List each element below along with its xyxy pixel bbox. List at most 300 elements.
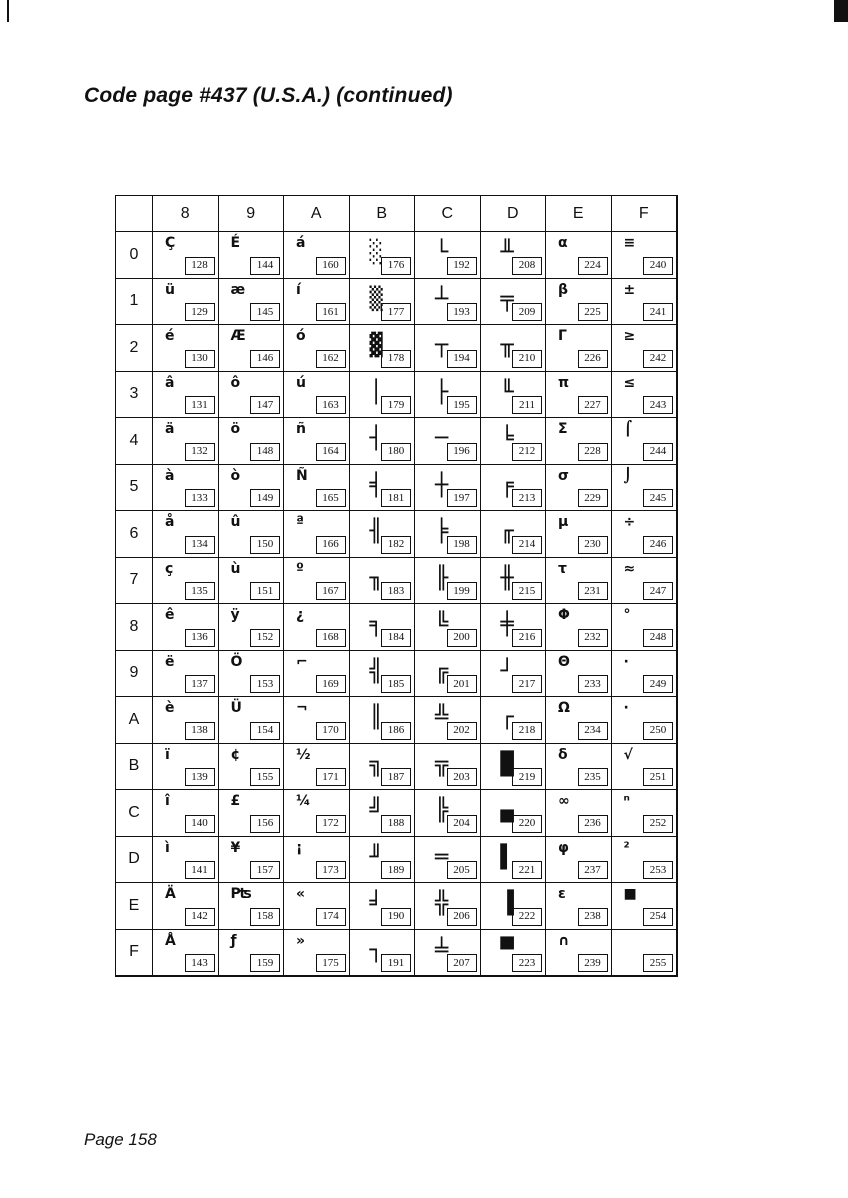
char-cell (284, 930, 350, 977)
char-code: 162 (316, 350, 346, 368)
char-glyph: ╟ (435, 565, 449, 591)
char-code: 195 (447, 396, 477, 414)
char-cell (415, 744, 481, 791)
char-cell (284, 511, 350, 558)
char-code: 255 (643, 954, 673, 972)
char-glyph: ¼ (296, 793, 311, 809)
char-cell (481, 837, 547, 884)
char-glyph: ≈ (623, 560, 636, 577)
char-glyph: σ (558, 467, 569, 484)
char-code: 182 (381, 536, 411, 554)
char-glyph: ≡ (623, 235, 636, 251)
char-cell (153, 604, 219, 651)
char-cell (284, 372, 350, 419)
char-code: 240 (643, 257, 673, 275)
char-glyph: · (623, 700, 629, 716)
char-code: 176 (381, 257, 411, 275)
char-glyph: á (296, 235, 306, 251)
char-cell (153, 325, 219, 372)
char-glyph: ╧ (435, 937, 449, 963)
char-code: 142 (185, 908, 215, 926)
char-cell (219, 418, 285, 465)
char-cell (481, 465, 547, 512)
char-code: 234 (578, 722, 608, 740)
char-glyph: ⌐ (296, 653, 308, 670)
char-glyph: ─ (435, 426, 449, 451)
char-cell (546, 837, 612, 884)
char-glyph: É (230, 235, 241, 251)
char-code: 164 (316, 443, 346, 461)
char-code: 202 (447, 722, 477, 740)
char-glyph: ö (230, 421, 241, 437)
row-header: 1 (116, 279, 153, 326)
char-cell (153, 883, 219, 930)
char-code: 199 (447, 582, 477, 600)
char-cell (350, 232, 416, 279)
row-header: 3 (116, 372, 153, 419)
char-glyph: µ (558, 514, 569, 530)
char-glyph: ò (230, 467, 241, 484)
char-code: 181 (381, 489, 411, 507)
char-code: 238 (578, 908, 608, 926)
char-glyph: ╩ (435, 705, 449, 730)
row-header: F (116, 930, 153, 977)
char-code: 226 (578, 350, 608, 368)
char-glyph: ░ (369, 240, 383, 265)
char-glyph: β (558, 281, 569, 298)
char-glyph: ± (623, 281, 636, 298)
char-glyph: ╣ (369, 658, 383, 684)
char-cell (284, 697, 350, 744)
char-code: 185 (381, 675, 411, 693)
char-glyph: ▌ (500, 844, 514, 870)
char-code: 135 (185, 582, 215, 600)
char-cell (350, 279, 416, 326)
char-cell (481, 325, 547, 372)
char-cell (284, 279, 350, 326)
char-code: 188 (381, 815, 411, 833)
char-glyph: ▐ (500, 891, 514, 916)
char-cell (415, 511, 481, 558)
char-cell (350, 465, 416, 512)
char-code: 153 (250, 675, 280, 693)
char-code: 216 (512, 629, 542, 647)
char-glyph: ╥ (500, 333, 514, 358)
char-cell (219, 558, 285, 605)
page-title: Code page #437 (U.S.A.) (continued) (84, 84, 453, 107)
char-glyph: ∞ (558, 793, 570, 809)
char-cell (219, 697, 285, 744)
char-cell (481, 279, 547, 326)
char-cell (284, 604, 350, 651)
char-code: 178 (381, 350, 411, 368)
char-glyph: ƒ (230, 932, 237, 949)
char-code: 225 (578, 303, 608, 321)
char-cell (219, 651, 285, 698)
char-glyph: Å (165, 932, 176, 949)
char-code: 204 (447, 815, 477, 833)
char-glyph: ⌠ (623, 421, 633, 437)
row-header: D (116, 837, 153, 884)
char-glyph: â (165, 374, 175, 391)
char-glyph: ╠ (435, 798, 449, 823)
page-edge-mark-right (834, 0, 848, 22)
char-code: 250 (643, 722, 673, 740)
char-glyph: φ (558, 839, 569, 856)
char-code: 189 (381, 861, 411, 879)
char-code: 171 (316, 768, 346, 786)
column-header: E (546, 196, 612, 232)
char-cell (153, 558, 219, 605)
char-glyph: ├ (435, 379, 449, 405)
column-header: A (284, 196, 350, 232)
char-cell (546, 325, 612, 372)
char-cell (153, 232, 219, 279)
char-cell (350, 930, 416, 977)
char-cell (612, 790, 678, 837)
char-code: 251 (643, 768, 673, 786)
char-glyph: ú (296, 374, 306, 391)
char-code: 229 (578, 489, 608, 507)
char-code: 248 (643, 629, 673, 647)
column-header: F (612, 196, 678, 232)
char-glyph: π (558, 374, 570, 391)
char-cell (415, 418, 481, 465)
char-cell (284, 465, 350, 512)
char-glyph: Ü (230, 700, 242, 716)
char-cell (546, 465, 612, 512)
char-glyph: Φ (558, 607, 570, 623)
char-code: 134 (185, 536, 215, 554)
char-cell (350, 837, 416, 884)
char-cell (219, 604, 285, 651)
char-cell (612, 465, 678, 512)
char-cell (481, 511, 547, 558)
char-cell (481, 697, 547, 744)
char-cell (219, 279, 285, 326)
char-glyph: ╪ (500, 612, 514, 637)
char-cell (350, 604, 416, 651)
char-code: 139 (185, 768, 215, 786)
char-cell (284, 744, 350, 791)
char-cell (153, 837, 219, 884)
char-code: 232 (578, 629, 608, 647)
char-glyph: ∙ (623, 653, 629, 670)
char-cell (415, 790, 481, 837)
char-cell (284, 651, 350, 698)
char-code: 169 (316, 675, 346, 693)
char-glyph: £ (230, 793, 241, 809)
char-code: 247 (643, 582, 673, 600)
column-header: 8 (153, 196, 219, 232)
char-cell (415, 651, 481, 698)
char-cell (481, 558, 547, 605)
char-glyph: ¬ (296, 700, 308, 716)
char-code: 246 (643, 536, 673, 554)
char-code: 148 (250, 443, 280, 461)
char-cell (415, 697, 481, 744)
char-code: 154 (250, 722, 280, 740)
char-code: 151 (250, 582, 280, 600)
char-code: 197 (447, 489, 477, 507)
char-code: 196 (447, 443, 477, 461)
char-code: 206 (447, 908, 477, 926)
char-code: 166 (316, 536, 346, 554)
char-glyph: ╫ (500, 565, 514, 591)
char-glyph: τ (558, 560, 567, 577)
char-glyph: ∩ (558, 932, 570, 949)
char-code: 254 (643, 908, 673, 926)
char-code: 193 (447, 303, 477, 321)
char-cell (219, 232, 285, 279)
char-cell (284, 325, 350, 372)
char-code: 253 (643, 861, 673, 879)
char-glyph: ╝ (369, 798, 383, 823)
char-cell (415, 325, 481, 372)
char-glyph: ä (165, 421, 175, 437)
page-edge-mark-left (7, 0, 9, 22)
row-header: 0 (116, 232, 153, 279)
char-code: 230 (578, 536, 608, 554)
char-glyph: Ç (165, 235, 176, 251)
code-page-table (115, 195, 678, 977)
char-glyph: ñ (296, 421, 306, 437)
char-glyph: δ (558, 746, 568, 763)
char-code: 203 (447, 768, 477, 786)
char-code: 214 (512, 536, 542, 554)
char-glyph: ° (623, 607, 631, 623)
char-glyph: ╡ (369, 472, 383, 498)
char-cell (219, 372, 285, 419)
char-cell (481, 232, 547, 279)
row-header: 5 (116, 465, 153, 512)
char-cell (153, 744, 219, 791)
char-code: 147 (250, 396, 280, 414)
char-cell (481, 883, 547, 930)
char-code: 239 (578, 954, 608, 972)
char-cell (219, 790, 285, 837)
char-code: 200 (447, 629, 477, 647)
char-glyph: ó (296, 328, 306, 344)
char-code: 168 (316, 629, 346, 647)
char-glyph: ▓ (369, 333, 383, 358)
char-code: 175 (316, 954, 346, 972)
char-cell (153, 790, 219, 837)
char-glyph: í (296, 281, 301, 298)
char-cell (546, 790, 612, 837)
char-cell (546, 697, 612, 744)
char-glyph: Ö (230, 653, 243, 670)
char-glyph: ë (165, 653, 175, 670)
char-cell (481, 744, 547, 791)
char-cell (612, 325, 678, 372)
char-glyph: Θ (558, 653, 570, 670)
char-cell (546, 744, 612, 791)
char-code: 243 (643, 396, 673, 414)
char-cell (481, 418, 547, 465)
char-cell (284, 418, 350, 465)
char-cell (219, 837, 285, 884)
char-glyph: à (165, 467, 175, 484)
char-glyph: ┐ (369, 937, 383, 963)
char-cell (284, 558, 350, 605)
row-header: 8 (116, 604, 153, 651)
char-cell (350, 744, 416, 791)
char-cell (546, 604, 612, 651)
char-glyph: ╦ (435, 751, 449, 777)
char-glyph: ì (165, 839, 170, 856)
char-cell (415, 558, 481, 605)
char-cell (546, 232, 612, 279)
char-code: 207 (447, 954, 477, 972)
char-cell (546, 651, 612, 698)
char-code: 179 (381, 396, 411, 414)
char-glyph: ÿ (230, 607, 240, 623)
char-cell (546, 511, 612, 558)
char-glyph: ₧ (230, 886, 252, 902)
char-code: 221 (512, 861, 542, 879)
char-cell (284, 790, 350, 837)
row-header: 7 (116, 558, 153, 605)
char-glyph: ü (165, 281, 175, 298)
char-glyph: Ω (558, 700, 570, 716)
char-glyph: ┴ (435, 286, 449, 312)
char-code: 228 (578, 443, 608, 461)
char-cell (415, 930, 481, 977)
char-cell (415, 837, 481, 884)
char-code: 129 (185, 303, 215, 321)
char-glyph: é (165, 328, 175, 344)
char-code: 145 (250, 303, 280, 321)
char-glyph: ï (165, 746, 170, 763)
char-cell (219, 883, 285, 930)
char-code: 209 (512, 303, 542, 321)
char-code: 141 (185, 861, 215, 879)
char-glyph: Ä (165, 886, 176, 902)
char-code: 180 (381, 443, 411, 461)
char-code: 242 (643, 350, 673, 368)
char-code: 215 (512, 582, 542, 600)
char-glyph: ¢ (230, 746, 241, 763)
char-glyph: ■ (623, 886, 637, 902)
char-glyph: ╬ (435, 891, 449, 916)
char-glyph: ç (165, 560, 174, 577)
char-glyph: ╖ (369, 565, 383, 591)
table-corner (116, 196, 153, 232)
char-cell (350, 558, 416, 605)
char-code: 186 (381, 722, 411, 740)
char-code: 128 (185, 257, 215, 275)
char-glyph: ╞ (435, 519, 449, 544)
char-code: 218 (512, 722, 542, 740)
char-code: 155 (250, 768, 280, 786)
char-code: 172 (316, 815, 346, 833)
row-header: 6 (116, 511, 153, 558)
char-code: 231 (578, 582, 608, 600)
char-code: 190 (381, 908, 411, 926)
char-code: 224 (578, 257, 608, 275)
char-code: 131 (185, 396, 215, 414)
char-code: 192 (447, 257, 477, 275)
char-glyph: ┬ (435, 333, 449, 358)
char-glyph: ╓ (500, 519, 514, 544)
char-cell (481, 372, 547, 419)
char-code: 132 (185, 443, 215, 461)
row-header: C (116, 790, 153, 837)
char-glyph: Γ (558, 328, 567, 344)
char-code: 150 (250, 536, 280, 554)
column-header: B (350, 196, 416, 232)
char-code: 138 (185, 722, 215, 740)
char-glyph: ╜ (369, 844, 383, 870)
char-code: 191 (381, 954, 411, 972)
char-glyph: Ñ (296, 467, 308, 484)
char-code: 213 (512, 489, 542, 507)
char-glyph: ¡ (296, 839, 303, 856)
char-code: 170 (316, 722, 346, 740)
char-code: 156 (250, 815, 280, 833)
char-code: 223 (512, 954, 542, 972)
char-cell (481, 930, 547, 977)
char-code: 212 (512, 443, 542, 461)
row-header: 4 (116, 418, 153, 465)
char-glyph: ⌡ (623, 467, 633, 484)
char-glyph: ═ (435, 844, 449, 870)
char-cell (612, 232, 678, 279)
char-glyph: æ (230, 281, 246, 298)
char-cell (612, 651, 678, 698)
char-glyph: » (296, 932, 306, 949)
char-cell (153, 930, 219, 977)
char-code: 159 (250, 954, 280, 972)
char-code: 158 (250, 908, 280, 926)
char-cell (481, 651, 547, 698)
char-cell (612, 744, 678, 791)
char-code: 133 (185, 489, 215, 507)
char-code: 219 (512, 768, 542, 786)
char-code: 130 (185, 350, 215, 368)
char-code: 245 (643, 489, 673, 507)
char-code: 161 (316, 303, 346, 321)
char-glyph: ║ (369, 705, 383, 730)
char-cell (350, 883, 416, 930)
char-glyph: ² (623, 839, 630, 856)
char-code: 144 (250, 257, 280, 275)
row-header: B (116, 744, 153, 791)
char-glyph: √ (623, 746, 633, 763)
char-glyph: å (165, 514, 175, 530)
char-glyph: ╨ (500, 240, 514, 265)
char-glyph: α (558, 235, 568, 251)
char-cell (546, 279, 612, 326)
char-code: 194 (447, 350, 477, 368)
char-cell (350, 418, 416, 465)
char-cell (350, 790, 416, 837)
char-glyph: ≥ (623, 328, 636, 344)
char-glyph: ⁿ (623, 793, 630, 809)
char-cell (481, 604, 547, 651)
char-glyph: ε (558, 886, 566, 902)
char-glyph: ▀ (500, 937, 514, 963)
char-glyph: ╢ (369, 519, 383, 544)
char-code: 137 (185, 675, 215, 693)
char-glyph: ¿ (296, 607, 305, 623)
char-glyph: û (230, 514, 241, 530)
char-code: 208 (512, 257, 542, 275)
char-cell (284, 837, 350, 884)
char-code: 183 (381, 582, 411, 600)
char-glyph: ╙ (500, 379, 514, 405)
